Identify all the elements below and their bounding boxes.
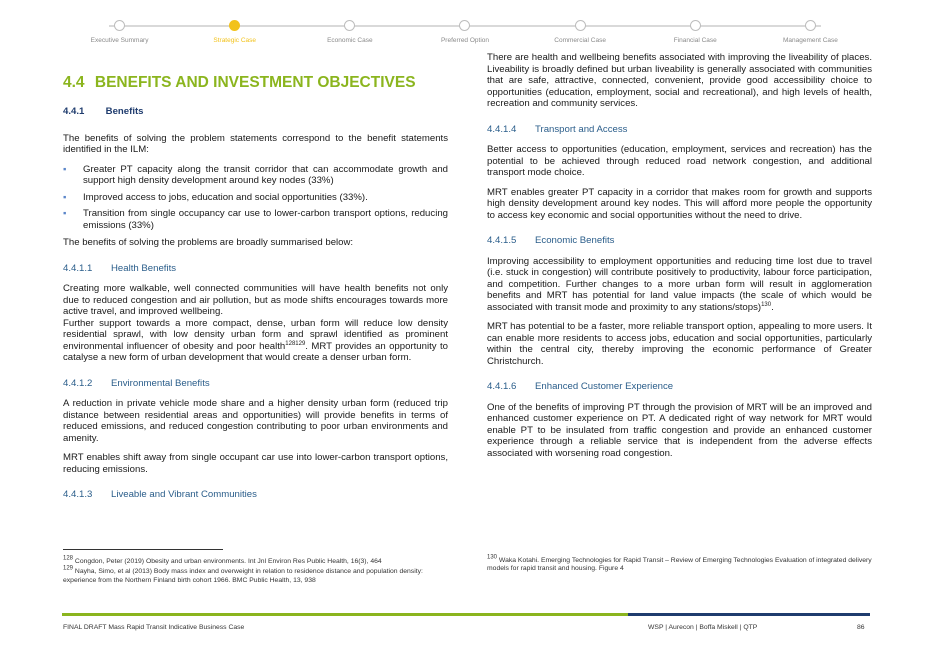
heading-transport [487, 124, 872, 136]
bullet-icon: ▪ [63, 163, 67, 175]
left-column [63, 66, 448, 510]
liveable-paragraph: There are health and wellbeing benefits associated with improving the liveability of places. Liveability is broadly defined but urban liveability is generally associated with communities that are safe, attractive, connected, convenient, provide good accessibility choice to opportunities (education, employment, social and recreational), and high levels of health, recreation and community services. [487, 52, 872, 109]
health-paragraph-2 [63, 318, 448, 364]
heading-title: Liveable and Vibrant Communities [111, 489, 257, 500]
step-label: Management Case [782, 37, 838, 44]
progress-step-economic-case[interactable] [292, 12, 407, 44]
footnote-divider [63, 549, 223, 550]
economic-paragraph-2: MRT has potential to be a faster, more reliable transport option, appealing to more users. It can enable more residents to access jobs, education and social opportunities, particularly within the central city, thereby improving the economic performance of Greater Christchurch. [487, 321, 872, 367]
footer-rule-accent [628, 613, 870, 616]
heading-title: Transport and Access [535, 123, 628, 135]
footer-partners: WSP | Aurecon | Boffa Miskell | QTP [648, 624, 758, 631]
bullet-icon: ▪ [63, 191, 67, 203]
footnote-128 [63, 555, 448, 566]
transport-paragraph-1: Better access to opportunities (education, employment, services and recreation) has the potential to be achieved through reduced road network congestion, and additional transport mode choice. [487, 144, 872, 178]
heading-number: 4.4.1.1 [63, 262, 93, 274]
section-number: 4.4 [63, 74, 85, 91]
subsection-heading [63, 106, 448, 118]
intro-paragraph: The benefits of solving the problem statements correspond to the benefit statements identified in the ILM: [63, 132, 448, 155]
list-item [63, 208, 448, 231]
list-item [63, 164, 448, 187]
progress-step-preferred-option[interactable] [407, 12, 522, 44]
heading-number: 4.4.1.4 [487, 123, 517, 135]
footnote-number: 129 [63, 566, 74, 573]
step-dot-icon [344, 20, 355, 31]
heading-customer [487, 381, 872, 393]
heading-title: Economic Benefits [535, 235, 615, 246]
health-text-a: Further support towards a more compact, dense, urban form will reduce low density residential sprawl, with low density urban form and sprawl identified as prominent environmental influencer of obesity and poor health [63, 317, 448, 352]
economic-paragraph-1 [487, 256, 872, 314]
footnote-text: Congdon, Peter (2019) Obesity and urban environments. Int Jnl Environ Res Public Health, 16(3), 464 [73, 558, 382, 565]
footnote-text: Waka Kotahi. Emerging Technologies for Rapid Transit – Review of Emerging Technologies Evaluation of integrated delivery models for rapid transit and housing. Figure 4 [487, 557, 872, 573]
progress-step-executive-summary[interactable] [62, 12, 177, 44]
step-dot-icon [114, 20, 125, 31]
step-label: Strategic Case [213, 37, 257, 44]
step-label: Financial Case [673, 37, 717, 44]
progress-step-financial-case[interactable] [638, 12, 753, 44]
footnote-130 [487, 554, 872, 574]
section-heading [63, 74, 448, 92]
summary-line: The benefits of solving the problems are broadly summarised below: [63, 237, 354, 248]
customer-paragraph: One of the benefits of improving PT through the provision of MRT will be an improved and enhanced customer experience on PT. A dedicated right of way network for MRT would enable PT to be insulated from traffic congestion and provide an enhanced customer experience through a reliable service that is independent from the adverse effects associated with worsening road congestion. [487, 401, 872, 459]
step-label: Economic Case [327, 37, 373, 44]
heading-title: Enhanced Customer Experience [535, 381, 674, 392]
bullet-icon: ▪ [63, 208, 67, 219]
step-dot-icon [229, 20, 240, 31]
transport-paragraph-2: MRT enables greater PT capacity in a corridor that makes room for growth and supports high density development around key nodes. This will afford more people the opportunity to access key economic and social opportunities without the need to drive. [487, 186, 872, 221]
heading-number: 4.4.1.5 [487, 235, 517, 246]
economic-text-a: Improving accessibility to employment opportunities and reducing time lost due to travel (i.e. stuck in congestion) will contribute positively to productivity, labour force participation, and competition. Further changes to a more urban form will result in agglomeration benefits and MRT has potential for land value impacts (the scale of which would be associated with transit mode and proximity to any stations/stops) [487, 255, 872, 313]
section-title: BENEFITS AND INVESTMENT OBJECTIVES [94, 74, 416, 91]
environment-paragraph-2: MRT enables shift away from single occupant car use into lower-carbon transport options, reducing emissions. [63, 452, 448, 475]
footnote-number: 128 [63, 555, 74, 562]
progress-step-strategic-case[interactable] [177, 12, 292, 44]
heading-title: Environmental Benefits [111, 377, 210, 389]
footnote-number: 130 [487, 554, 498, 561]
heading-economic [487, 235, 872, 247]
heading-title: Health Benefits [111, 262, 177, 274]
footnote-ref: 128129 [285, 340, 306, 347]
footnote-129 [63, 568, 448, 585]
page-number: 86 [857, 624, 865, 631]
step-dot-icon [459, 20, 470, 31]
step-label: Preferred Option [440, 37, 490, 44]
health-paragraph-1: Creating more walkable, well connected communities will have health benefits not only due to reduced congestion and air pollution, but as mode shifts encourages towards more active travel, and improved wellbeing. [63, 283, 448, 317]
list-item-text: Improved access to jobs, education and social opportunities (33%). [83, 191, 368, 203]
step-label: Commercial Case [554, 37, 606, 44]
heading-number: 4.4.1.3 [63, 489, 93, 500]
footnotes-right [487, 554, 872, 576]
benefit-list [63, 164, 448, 232]
footnotes-left [63, 555, 448, 587]
progress-step-commercial-case[interactable] [523, 12, 638, 44]
subsection-number: 4.4.1 [63, 106, 85, 117]
step-dot-icon [805, 20, 816, 31]
environment-paragraph-1: A reduction in private vehicle mode share and a higher density urban form (reduced trip distance between residential areas and opportunities) will provide benefits in terms of reduced emissions, and reduced congestion contributing to poor urban environments and amenity. [63, 398, 448, 444]
list-item [63, 192, 448, 204]
heading-number: 4.4.1.2 [63, 377, 93, 389]
step-dot-icon [690, 20, 701, 31]
list-item-text: Transition from single occupancy car use to lower-carbon transport options, reducing emissions (33%) [83, 208, 448, 231]
footer-rule [62, 613, 870, 616]
footnote-ref: 130 [761, 301, 772, 308]
heading-number: 4.4.1.6 [487, 381, 517, 392]
subsection-title: Benefits [105, 106, 144, 117]
right-column [487, 52, 872, 467]
footer-document-title: FINAL DRAFT Mass Rapid Transit Indicative Business Case [63, 624, 245, 631]
heading-health [63, 263, 448, 275]
economic-text-b: . [771, 301, 774, 313]
heading-environment [63, 378, 448, 390]
step-dot-icon [575, 20, 586, 31]
list-item-text: Greater PT capacity along the transit corridor that can accommodate growth and support high density development around key nodes (33%) [83, 163, 448, 186]
heading-liveable [63, 489, 448, 501]
footnote-text: Nayha, Simo, et al (2013) Body mass index and overweight in relation to residence distance and population density: experience from the Northern Finland birth cohort 1966. BMC Public Health, 13, 938 [63, 568, 423, 584]
progress-nav [62, 12, 868, 48]
progress-step-management-case[interactable] [753, 12, 868, 44]
step-label: Executive Summary [90, 37, 149, 44]
health-text-b: . MRT provides an opportunity to catalyse a new form of urban development that would create a denser urban form. [63, 340, 449, 363]
